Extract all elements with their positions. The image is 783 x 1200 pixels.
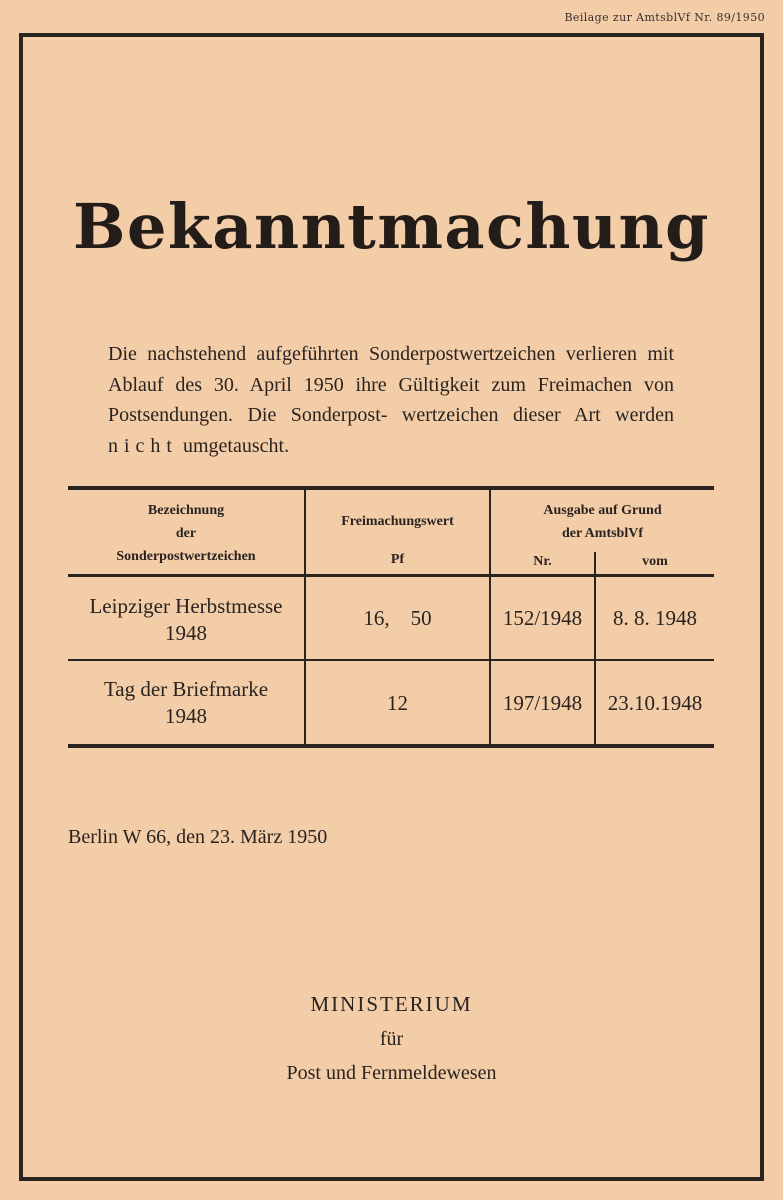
cell-line: 1948 <box>165 704 207 728</box>
cell-line: Leipziger Herbstmesse <box>89 594 283 618</box>
header-value-unit: Pf <box>390 552 405 567</box>
header-designation <box>68 499 304 568</box>
intro-line: umgetauscht. <box>183 434 290 457</box>
intro-paragraph <box>108 339 674 461</box>
stamps-table <box>68 486 714 748</box>
header-line: der <box>175 526 197 541</box>
row-1-date: 8. 8. 1948 <box>613 606 697 630</box>
supplement-reference: Beilage zur AmtsblVf Nr. 89/1950 <box>564 11 765 24</box>
intro-emphasis: nicht <box>108 434 178 457</box>
row-2-value: 12 <box>387 691 408 715</box>
header-issue <box>491 499 714 545</box>
signature-for: für <box>379 1028 404 1050</box>
row-2-name <box>68 676 304 730</box>
row-2-date: 23.10.1948 <box>607 691 703 715</box>
cell-line: Tag der Briefmarke <box>103 677 269 701</box>
cell-line: 1948 <box>165 621 207 645</box>
header-value: Freimachungswert <box>341 514 454 529</box>
header-line: Bezeichnung <box>147 503 225 518</box>
place-and-date: Berlin W 66, den 23. März 1950 <box>68 826 328 848</box>
table-header-rule <box>68 574 714 577</box>
table-top-rule <box>68 486 714 490</box>
document-title: Bekanntmachung <box>73 190 710 263</box>
row-1-name <box>68 593 304 647</box>
signature-department: Post und Fernmeldewesen <box>286 1062 497 1084</box>
signature-ministry: MINISTERIUM <box>310 992 473 1016</box>
table-row-rule <box>68 659 714 661</box>
intro-line: verlieren mit Ablauf des 30. April 1950 ihre Gültigkeit <box>108 343 675 396</box>
header-line: Ausgabe auf Grund <box>543 503 662 518</box>
row-1-value: 16, 50 <box>363 606 432 630</box>
header-line: der AmtsblVf <box>561 526 644 541</box>
table-bottom-rule <box>68 744 714 748</box>
row-2-number: 197/1948 <box>502 691 583 715</box>
intro-line: wertzeichen dieser Art werden <box>401 404 674 426</box>
row-1-number: 152/1948 <box>502 606 583 630</box>
header-date: vom <box>642 554 668 569</box>
intro-line: Die nachstehend aufgeführten Sonderpostwertzeichen <box>108 343 556 365</box>
header-number: Nr. <box>533 554 552 569</box>
intro-line: zum Freimachen von Postsendungen. Die Sonderpost- <box>108 373 675 426</box>
header-line: Sonderpostwertzeichen <box>116 549 256 564</box>
